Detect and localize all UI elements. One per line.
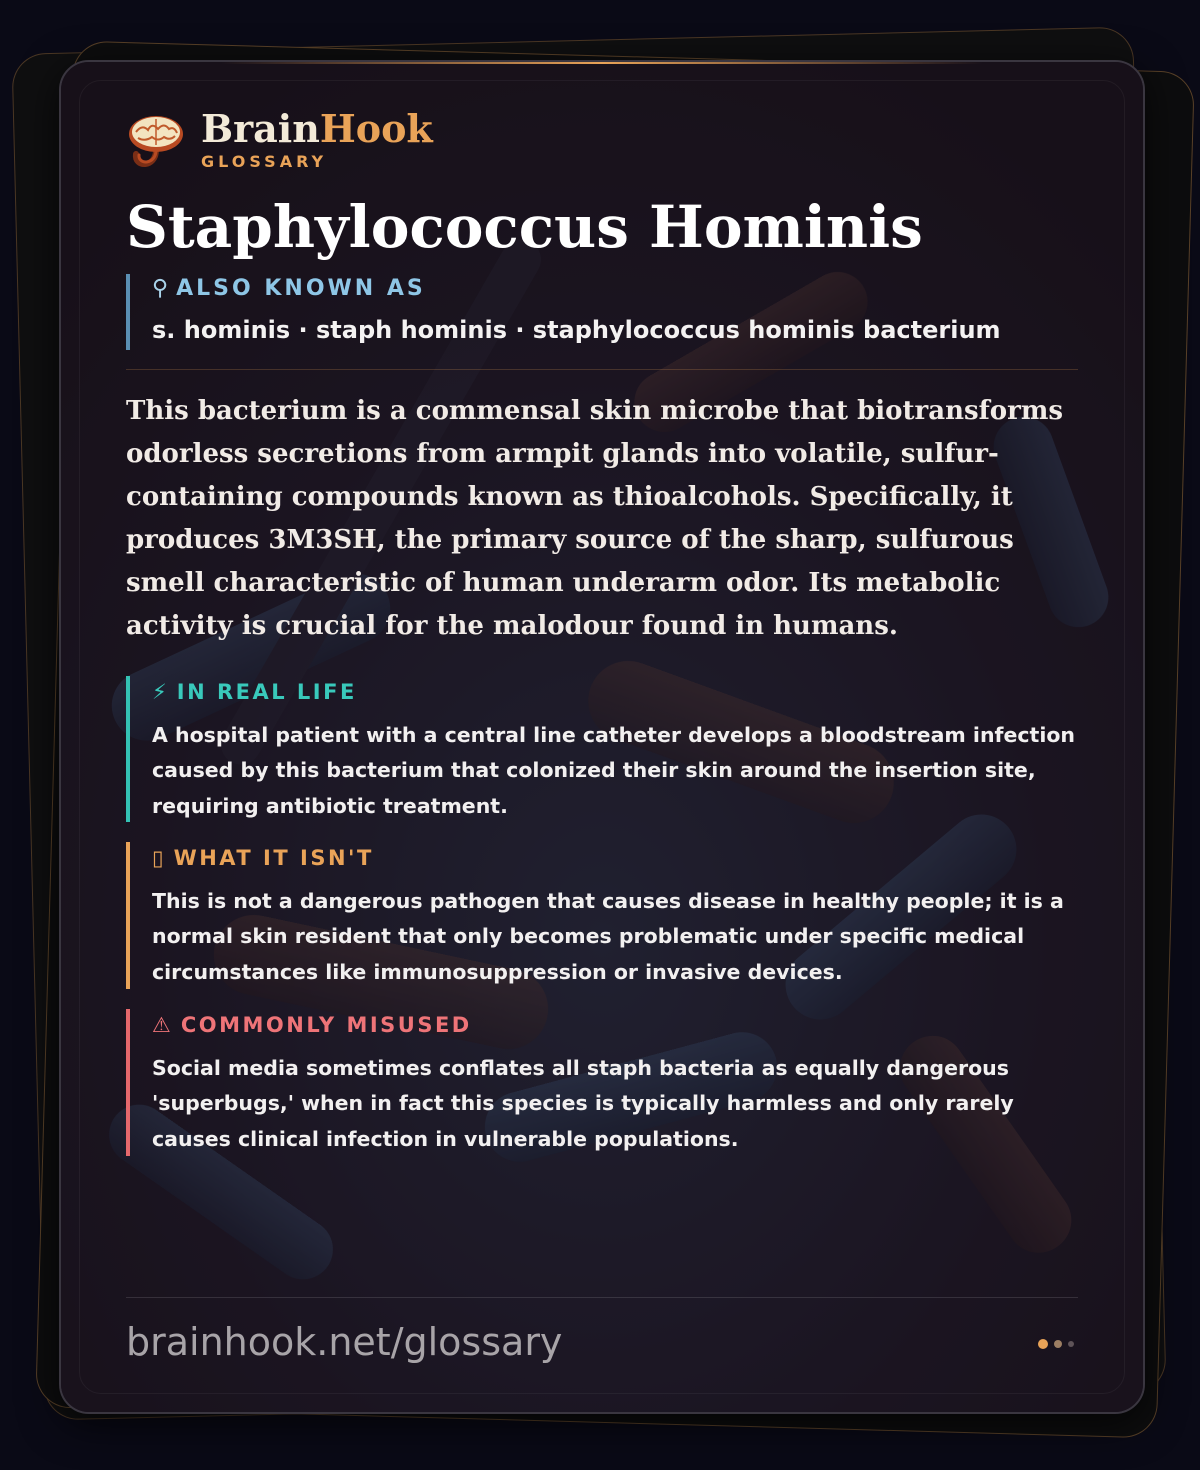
pagination-dot[interactable]	[1068, 1341, 1074, 1347]
brand-subtitle: GLOSSARY	[201, 152, 328, 171]
what-it-isnt-heading-text: WHAT IT ISN'T	[173, 846, 374, 870]
brand-name-part1: Brain	[201, 106, 320, 151]
lightning-icon: ⚡	[152, 680, 167, 704]
what-it-isnt-section	[126, 842, 1078, 989]
glossary-card	[59, 60, 1145, 1414]
section-divider	[126, 369, 1078, 370]
top-accent-line	[221, 62, 983, 64]
in-real-life-body: A hospital patient with a central line catheter develops a bloodstream infection caused by this bacterium that colonized their skin around the insertion site, requiring antibiotic treatment.	[152, 723, 1076, 818]
commonly-misused-heading-text: COMMONLY MISUSED	[180, 1013, 472, 1037]
section-accent-bar	[126, 676, 130, 822]
section-accent-bar	[126, 842, 130, 989]
in-real-life-heading-text: IN REAL LIFE	[176, 680, 357, 704]
brand-name	[201, 106, 433, 152]
brand-header[interactable]	[126, 106, 526, 176]
pagination-dot[interactable]	[1054, 1340, 1062, 1348]
pagination-dots[interactable]	[1038, 1338, 1078, 1350]
in-real-life-heading	[152, 678, 357, 706]
footer-divider	[126, 1297, 1078, 1298]
commonly-misused-section	[126, 1009, 1078, 1156]
brain-hook-logo-icon	[126, 110, 186, 170]
what-it-isnt-body: This is not a dangerous pathogen that causes disease in healthy people; it is a normal skin resident that only becomes problematic under specific medical circumstances like immunosuppression or invasive devices.	[152, 889, 1064, 984]
commonly-misused-body: Social media sometimes conflates all staph bacteria as equally dangerous 'superbugs,' when in fact this species is typically harmless and only rarely causes clinical infection in vulnerable populations.	[152, 1056, 1014, 1151]
term-title: Staphylococcus Hominis	[126, 193, 923, 261]
also-known-as-heading-text: ALSO KNOWN AS	[176, 276, 426, 301]
in-real-life-section	[126, 676, 1078, 822]
lightbulb-icon: ⚲	[152, 276, 169, 301]
also-known-as-block	[126, 274, 1082, 350]
placeholder-glyph-icon: ▯	[152, 846, 164, 870]
brand-name-part2: Hook	[319, 106, 433, 151]
warning-icon: ⚠	[152, 1013, 171, 1037]
also-known-as-heading	[152, 276, 426, 301]
commonly-misused-heading	[152, 1011, 472, 1039]
what-it-isnt-heading	[152, 844, 374, 872]
aliases-list: s. hominis · staph hominis · staphylococcus hominis bacterium	[152, 316, 1001, 344]
pagination-dot-active[interactable]	[1038, 1339, 1048, 1349]
section-accent-bar	[126, 1009, 130, 1156]
footer-url-link[interactable]: brainhook.net/glossary	[126, 1320, 563, 1364]
definition-text: This bacterium is a commensal skin microbe that biotransforms odorless secretions from armpit glands into volatile, sulfur-containing compounds known as thioalcohols. Specifically, it produces 3M3SH, the primary source of the sharp, sulfurous smell characteristic of human underarm odor. Its metabolic activity is crucial for the malodour found in humans.	[126, 396, 1063, 641]
